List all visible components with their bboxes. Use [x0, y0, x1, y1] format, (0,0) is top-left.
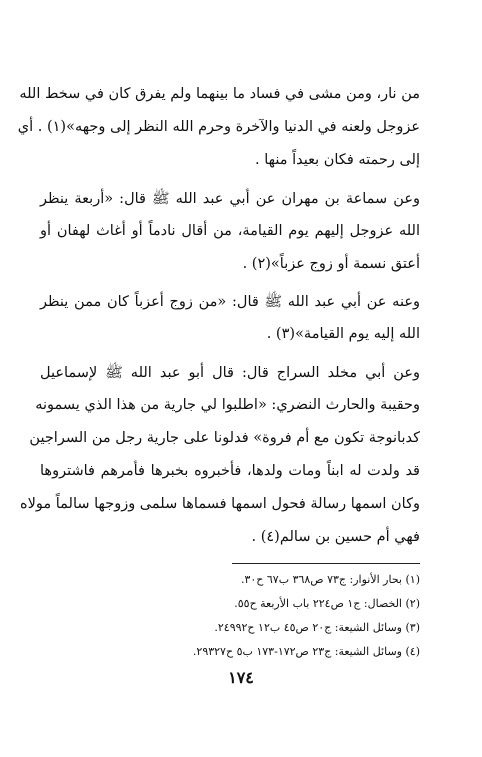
text-line: وحقيبة والحارث النضري: «اطلبوا لي جارية من هذا الذي يسمونه	[35, 397, 420, 413]
text-line: الله إليه يوم القيامة»(٣) .	[266, 326, 420, 342]
footnote: (١) بحار الأنوار: ج٧٣ ص٣٦٨ ب٦٧ ح٣٠.	[240, 573, 420, 586]
text-line: قد ولدت له ابناً ومات ولدها، فأخبروه بخبرها فأمرهم فاشتروها	[40, 463, 420, 479]
text-line: وعن أبي مخلد السراج قال: قال أبو عبد الله ﷺ لإسماعيل	[40, 365, 420, 381]
text-line: وعن سماعة بن مهران عن أبي عبد الله ﷺ قال: «أربعة ينظر	[40, 191, 420, 207]
page-number: ١٧٤	[228, 668, 254, 687]
text-line: فهي أم حسين بن سالم(٤) .	[251, 529, 420, 545]
text-line: إلى رحمته فكان بعيداً منها .	[255, 152, 420, 168]
text-line: وكان اسمها رسالة فحول اسمها فسماها سلمى وزوجها سالماً مولاه	[20, 496, 420, 512]
footnote-divider	[232, 563, 420, 564]
text-line: وعنه عن أبي عبد الله ﷺ قال: «من زوج أعزباً كان ممن ينظر	[40, 294, 420, 310]
footnote: (٤) وسائل الشيعة: ج٢٣ ص١٧٢-١٧٣ ب٥ ح٢٩٣٢٧.	[192, 645, 420, 658]
text-line: من نار، ومن مشى في فساد ما بينهما ولم يفرق كان في سخط الله	[19, 86, 420, 102]
text-line: كدبانوجة تكون مع أم فروة» فدلونا على جارية رجل من السراجين	[29, 430, 420, 446]
text-line: أعتق نسمة أو زوج عزباً»(٢) .	[242, 256, 420, 272]
footnote: (٣) وسائل الشيعة: ج٢٠ ص٤٥ ب١٢ ح٢٤٩٩٢.	[214, 621, 420, 634]
text-line: عزوجل ولعنه في الدنيا والآخرة وحرم الله النظر إلى وجهه»(١) . أي	[17, 119, 420, 135]
footnote: (٢) الخصال: ج١ ص٢٢٤ باب الأربعة ح٥٥.	[234, 597, 420, 610]
text-line: الله عزوجل إليهم يوم القيامة، من أقال نادماً أو أغاث لهفان أو	[40, 223, 420, 239]
